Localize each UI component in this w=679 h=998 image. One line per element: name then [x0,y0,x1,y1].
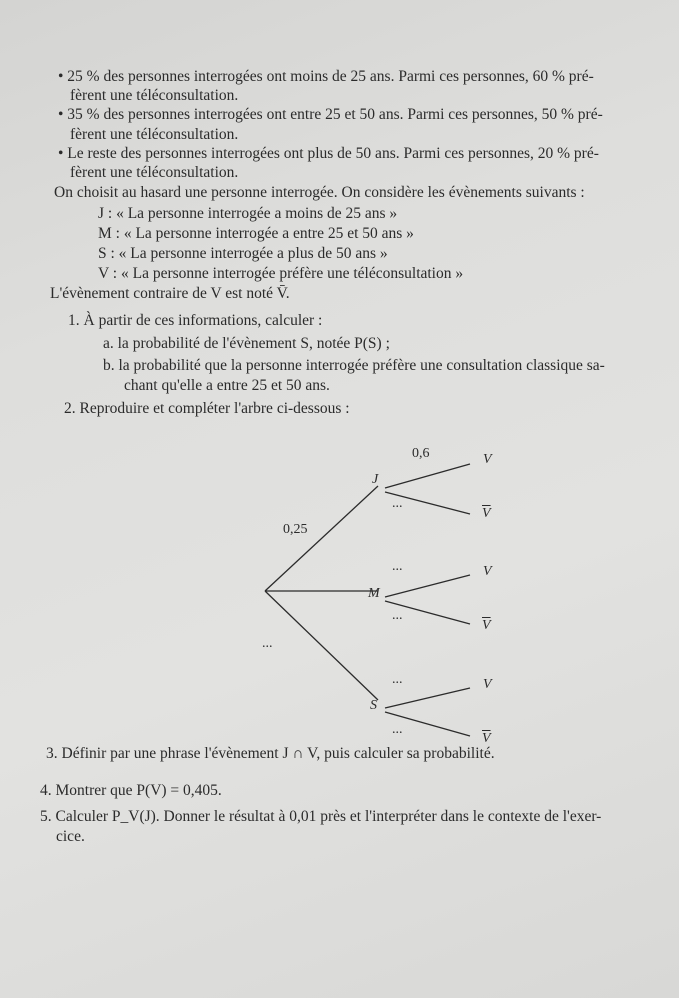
bullet-1-line-1: • 25 % des personnes interrogées ont moins de 25 ans. Parmi ces personnes, 60 % pré- [58,68,594,85]
question-1: 1. À partir de ces informations, calculer : [68,312,323,329]
prob-m-vbar: ... [392,608,403,623]
bullet-1-line-2: fèrent une téléconsultation. [70,87,239,104]
event-m: M : « La personne interrogée a entre 25 et 50 ans » [98,225,414,242]
leaf-m-vbar: $\overline{V}$ [482,618,491,633]
leaf-m-v: V [483,564,492,579]
event-v: V : « La personne interrogée préfère une téléconsultation » [98,265,464,282]
event-j: J : « La personne interrogée a moins de 25 ans » [98,205,398,222]
branch-j-v [385,464,470,488]
node-j: J [372,472,379,487]
choice-sentence: On choisit au hasard une personne interrogée. On considère les évènements suivants : [54,184,585,201]
question-4: 4. Montrer que P(V) = 0,405. [40,782,222,799]
leaf-j-v: V [483,452,492,467]
prob-j-v: 0,6 [412,446,430,461]
contrary-event: L'évènement contraire de V est noté V̄. [50,285,290,302]
branch-m-v [385,575,470,597]
question-3: 3. Définir par une phrase l'évènement J ∩ V, puis calculer sa probabilité. [46,745,495,762]
branch-s-v [385,688,470,708]
bullet-2-line-1: • 35 % des personnes interrogées ont entre 25 et 50 ans. Parmi ces personnes, 50 % pré- [58,106,603,123]
bullet-3-line-1: • Le reste des personnes interrogées ont plus de 50 ans. Parmi ces personnes, 20 % pré- [58,145,599,162]
node-m: M [368,586,380,601]
prob-m-v: ... [392,559,403,574]
question-5-line-2: cice. [56,828,85,845]
question-5-line-1: 5. Calculer P_V(J). Donner le résultat à 0,01 près et l'interpréter dans le contexte de l'exer- [40,808,602,825]
prob-j: 0,25 [283,522,308,537]
bullet-2-line-2: fèrent une téléconsultation. [70,126,239,143]
leaf-j-vbar: $\overline{V}$ [482,506,491,521]
node-s: S [370,698,377,713]
leaf-s-vbar: $\overline{V}$ [482,731,491,746]
question-2: 2. Reproduire et compléter l'arbre ci-dessous : [64,400,350,417]
prob-s-vbar: ... [392,722,403,737]
bullet-3-line-2: fèrent une téléconsultation. [70,164,239,181]
question-1b-line-2: chant qu'elle a entre 25 et 50 ans. [124,377,330,394]
branch-root-j [265,486,378,591]
leaf-s-v: V [483,677,492,692]
prob-j-vbar: ... [392,496,403,511]
event-s: S : « La personne interrogée a plus de 50 ans » [98,245,388,262]
prob-s-missing: ... [262,636,273,651]
prob-s-v: ... [392,672,403,687]
branch-root-s [265,591,378,700]
question-1a: a. la probabilité de l'évènement S, notée P(S) ; [103,335,390,352]
question-1b-line-1: b. la probabilité que la personne interrogée préfère une consultation classique sa- [103,357,605,374]
